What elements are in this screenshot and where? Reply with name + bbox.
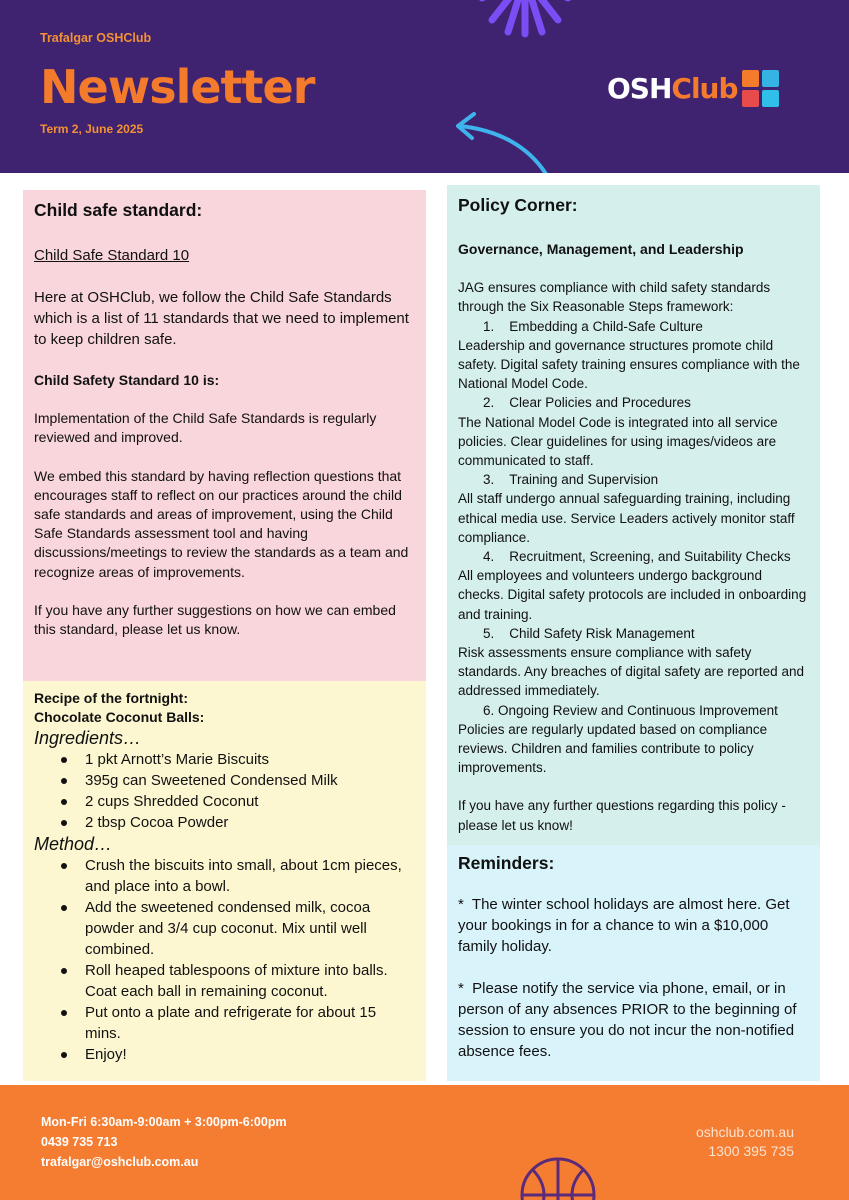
policy-step-text: Leadership and governance structures promote child safety. Digital safety training ensures compliance with the National Model Code. — [458, 337, 800, 392]
policy-step-title: 4. Recruitment, Screening, and Suitability Checks — [483, 549, 791, 565]
sunburst-graphic — [470, 0, 580, 50]
newsletter-title: Newsletter — [40, 60, 315, 114]
logo-square — [762, 90, 779, 107]
basketball-icon — [518, 1155, 598, 1200]
list-item: 2 tbsp Cocoa Powder — [58, 812, 415, 833]
oshclub-logo — [607, 70, 779, 107]
policy-step-title: 2. Clear Policies and Procedures — [483, 395, 691, 411]
recipe-panel — [23, 681, 426, 1081]
curved-arrow-icon — [448, 108, 558, 173]
policy-closing: If you have any further questions regarding this policy - please let us know! — [458, 798, 786, 833]
logo-square — [742, 90, 759, 107]
policy-subheading: Governance, Management, and Leadership — [458, 241, 744, 257]
logo-squares-icon — [742, 70, 779, 107]
child-safe-heading: Child safe standard: — [34, 200, 203, 220]
method-heading: Method… — [34, 834, 113, 855]
embed-text: We embed this standard by having reflection questions that encourages staff to reflect on our practices around the child safe standards and areas of improvement, using the Child Safe Standards assessment tool and having discussions/meetings to review the standards as a team and recognize areas of improvements. — [34, 467, 409, 580]
standard-heading: Child Safety Standard 10 is: — [34, 372, 220, 388]
policy-step-text: All employees and volunteers undergo background checks. Digital safety protocols are included in onboarding and training. — [458, 568, 807, 622]
suggestions-text: If you have any further suggestions on how we can embed this standard, please let us know. — [34, 601, 396, 638]
reminder-item: * The winter school holidays are almost here. Get your bookings in for a chance to win a $10,000 family holiday. — [458, 896, 790, 955]
policy-step-title: 1. Embedding a Child-Safe Culture — [483, 318, 703, 334]
child-safe-panel — [23, 190, 426, 681]
club-name: Trafalgar OSHClub — [40, 31, 152, 45]
logo-text — [607, 72, 738, 105]
policy-step-title: 6. Ongoing Review and Continuous Improvement — [483, 702, 778, 718]
logo-text-club: Club — [671, 72, 738, 105]
list-item: Roll heaped tablespoons of mixture into balls. Coat each ball in remaining coconut. — [58, 960, 415, 1002]
list-item: 2 cups Shredded Coconut — [58, 791, 415, 812]
reminders-heading: Reminders: — [458, 853, 555, 873]
service-email[interactable]: trafalgar@oshclub.com.au — [41, 1155, 199, 1169]
reminders-panel — [447, 845, 820, 1081]
newsletter-footer — [0, 1085, 849, 1200]
recipe-name: Chocolate Coconut Balls: — [34, 709, 205, 726]
policy-intro: JAG ensures compliance with child safety standards through the Six Reasonable Steps framework: — [458, 280, 771, 315]
policy-step-text: The National Model Code is integrated into all service policies. Clear guidelines for using images/videos are communicated to staff. — [458, 414, 778, 469]
logo-square — [762, 70, 779, 87]
policy-step-text: All staff undergo annual safeguarding training, including ethical media use. Service Leaders actively monitor staff compliance. — [458, 491, 795, 545]
policy-step-title: 5. Child Safety Risk Management — [483, 625, 695, 641]
policy-step-title: 3. Training and Supervision — [483, 472, 659, 488]
footer-links — [696, 1123, 794, 1161]
term-date: Term 2, June 2025 — [40, 122, 144, 136]
child-safe-intro: Here at OSHClub, we follow the Child Safe Standards which is a list of 11 standards that we need to implement to keep children safe. — [34, 289, 409, 348]
policy-step-text: Policies are regularly updated based on compliance reviews. Children and families contribute to policy improvements. — [458, 721, 768, 776]
service-phone[interactable]: 0439 735 713 — [41, 1135, 118, 1149]
list-item: 395g can Sweetened Condensed Milk — [58, 770, 415, 791]
policy-heading: Policy Corner: — [458, 195, 578, 215]
list-item: Put onto a plate and refrigerate for about 15 mins. — [58, 1002, 415, 1044]
newsletter-header — [0, 0, 849, 173]
list-item: 1 pkt Arnott’s Marie Biscuits — [58, 749, 415, 770]
logo-text-osh: OSH — [607, 72, 672, 105]
logo-square — [742, 70, 759, 87]
method-list — [34, 855, 415, 1065]
list-item: Enjoy! — [58, 1044, 415, 1065]
national-phone[interactable]: 1300 395 735 — [708, 1143, 794, 1159]
policy-corner-panel — [447, 185, 820, 845]
policy-step-text: Risk assessments ensure compliance with safety standards. Any breaches of digital safety are reported and addressed immediately. — [458, 645, 804, 699]
child-safe-subheading: Child Safe Standard 10 — [34, 247, 190, 264]
list-item: Crush the biscuits into small, about 1cm pieces, and place into a bowl. — [58, 855, 415, 897]
ingredients-list — [34, 749, 415, 833]
reminder-item: * Please notify the service via phone, email, or in person of any absences PRIOR to the beginning of session to ensure you do not incur the non-notified absence fees. — [458, 980, 797, 1060]
ingredients-heading: Ingredients… — [34, 728, 142, 749]
list-item: Add the sweetened condensed milk, cocoa powder and 3/4 cup coconut. Mix until well combined. — [58, 897, 415, 960]
recipe-label: Recipe of the fortnight: — [34, 690, 188, 706]
opening-hours: Mon-Fri 6:30am-9:00am + 3:00pm-6:00pm — [41, 1115, 287, 1129]
website-link[interactable]: oshclub.com.au — [695, 1124, 794, 1140]
standard-text: Implementation of the Child Safe Standards is regularly reviewed and improved. — [34, 410, 377, 446]
footer-contact — [41, 1112, 287, 1172]
